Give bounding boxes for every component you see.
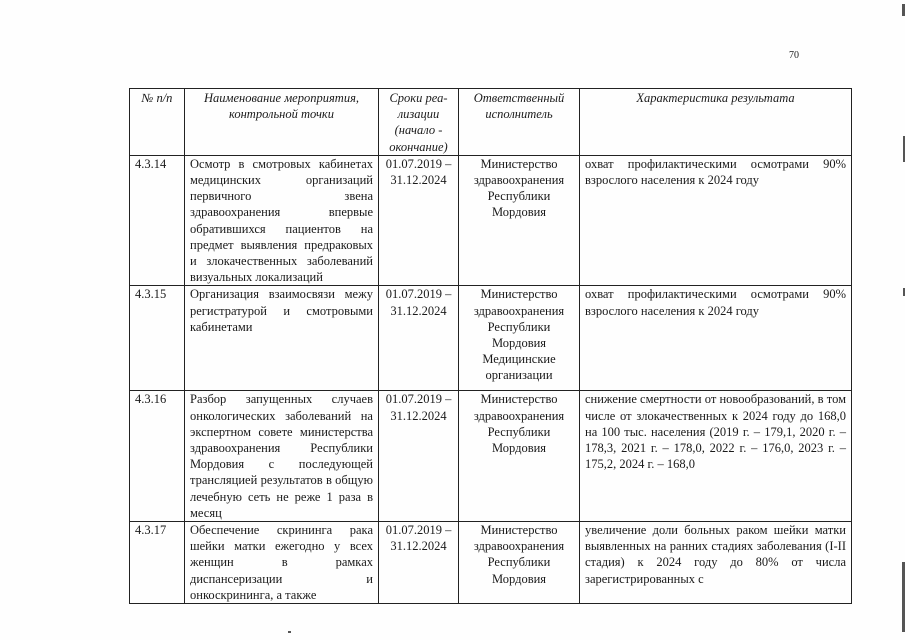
page-number: 70 bbox=[789, 50, 799, 61]
header-activity-name: Наименование мероприятия, контрольной точки bbox=[185, 89, 379, 156]
responsible-party: Министерство здравоохранения Республики Мордовия Медицинские организации bbox=[459, 286, 580, 391]
responsible-party: Министерство здравоохранения Республики Мордовия bbox=[459, 155, 580, 286]
table-row bbox=[130, 155, 852, 286]
table-row bbox=[130, 391, 852, 522]
result-description: охват профилактическими осмотрами 90% взрослого населения к 2024 году bbox=[580, 286, 852, 391]
implementation-dates: 01.07.2019 – 31.12.2024 bbox=[379, 522, 459, 604]
activity-name: Разбор запущенных случаев онкологических заболеваний на экспертном совете министерства здравоохранения Республики Мордовия с последующей трансляцией результатов в общую лечебную сеть не реже 1 раза в месяц bbox=[185, 391, 379, 522]
implementation-dates: 01.07.2019 – 31.12.2024 bbox=[379, 155, 459, 286]
result-description: снижение смертности от новообразований, в том числе от злокачественных к 2024 году до 168,0 на 100 тыс. населения (2019 г. – 179,1, 2020 г. – 178,3, 2021 г. – 178,0, 2022 г. – 176,0, 2023 г. – 175,2, 2024 г. – 168,0 bbox=[580, 391, 852, 522]
result-description: охват профилактическими осмотрами 90% взрослого населения к 2024 году bbox=[580, 155, 852, 286]
header-responsible: Ответственный исполнитель bbox=[459, 89, 580, 156]
activities-table bbox=[129, 88, 852, 604]
row-number: 4.3.14 bbox=[130, 155, 185, 286]
header-result: Характеристика результата bbox=[580, 89, 852, 156]
row-number: 4.3.16 bbox=[130, 391, 185, 522]
header-number: № п/п bbox=[130, 89, 185, 156]
row-number: 4.3.15 bbox=[130, 286, 185, 391]
row-number: 4.3.17 bbox=[130, 522, 185, 604]
activity-name: Осмотр в смотровых кабинетах медицинских организаций первичного звена здравоохранения впервые обратившихся пациентов на предмет выявления предраковых и злокачественных заболеваний визуальных локализаций bbox=[185, 155, 379, 286]
activity-name: Организация взаимосвязи межу регистратурой и смотровыми кабинетами bbox=[185, 286, 379, 391]
activity-name: Обеспечение скрининга рака шейки матки ежегодно у всех женщин в рамках диспансеризации и онкоскрининга, а также bbox=[185, 522, 379, 604]
header-dates: Сроки реа-лизации (начало - окончание) bbox=[379, 89, 459, 156]
implementation-dates: 01.07.2019 – 31.12.2024 bbox=[379, 286, 459, 391]
table-header-row bbox=[130, 89, 852, 156]
responsible-party: Министерство здравоохранения Республики Мордовия bbox=[459, 391, 580, 522]
scan-artifact bbox=[288, 631, 291, 633]
table-row bbox=[130, 286, 852, 391]
implementation-dates: 01.07.2019 – 31.12.2024 bbox=[379, 391, 459, 522]
table-row bbox=[130, 522, 852, 604]
result-description: увеличение доли больных раком шейки матки выявленных на ранних стадиях заболевания (I-II стадия) к 2024 году до 80% от числа зарегистрированных с bbox=[580, 522, 852, 604]
responsible-party: Министерство здравоохранения Республики Мордовия bbox=[459, 522, 580, 604]
